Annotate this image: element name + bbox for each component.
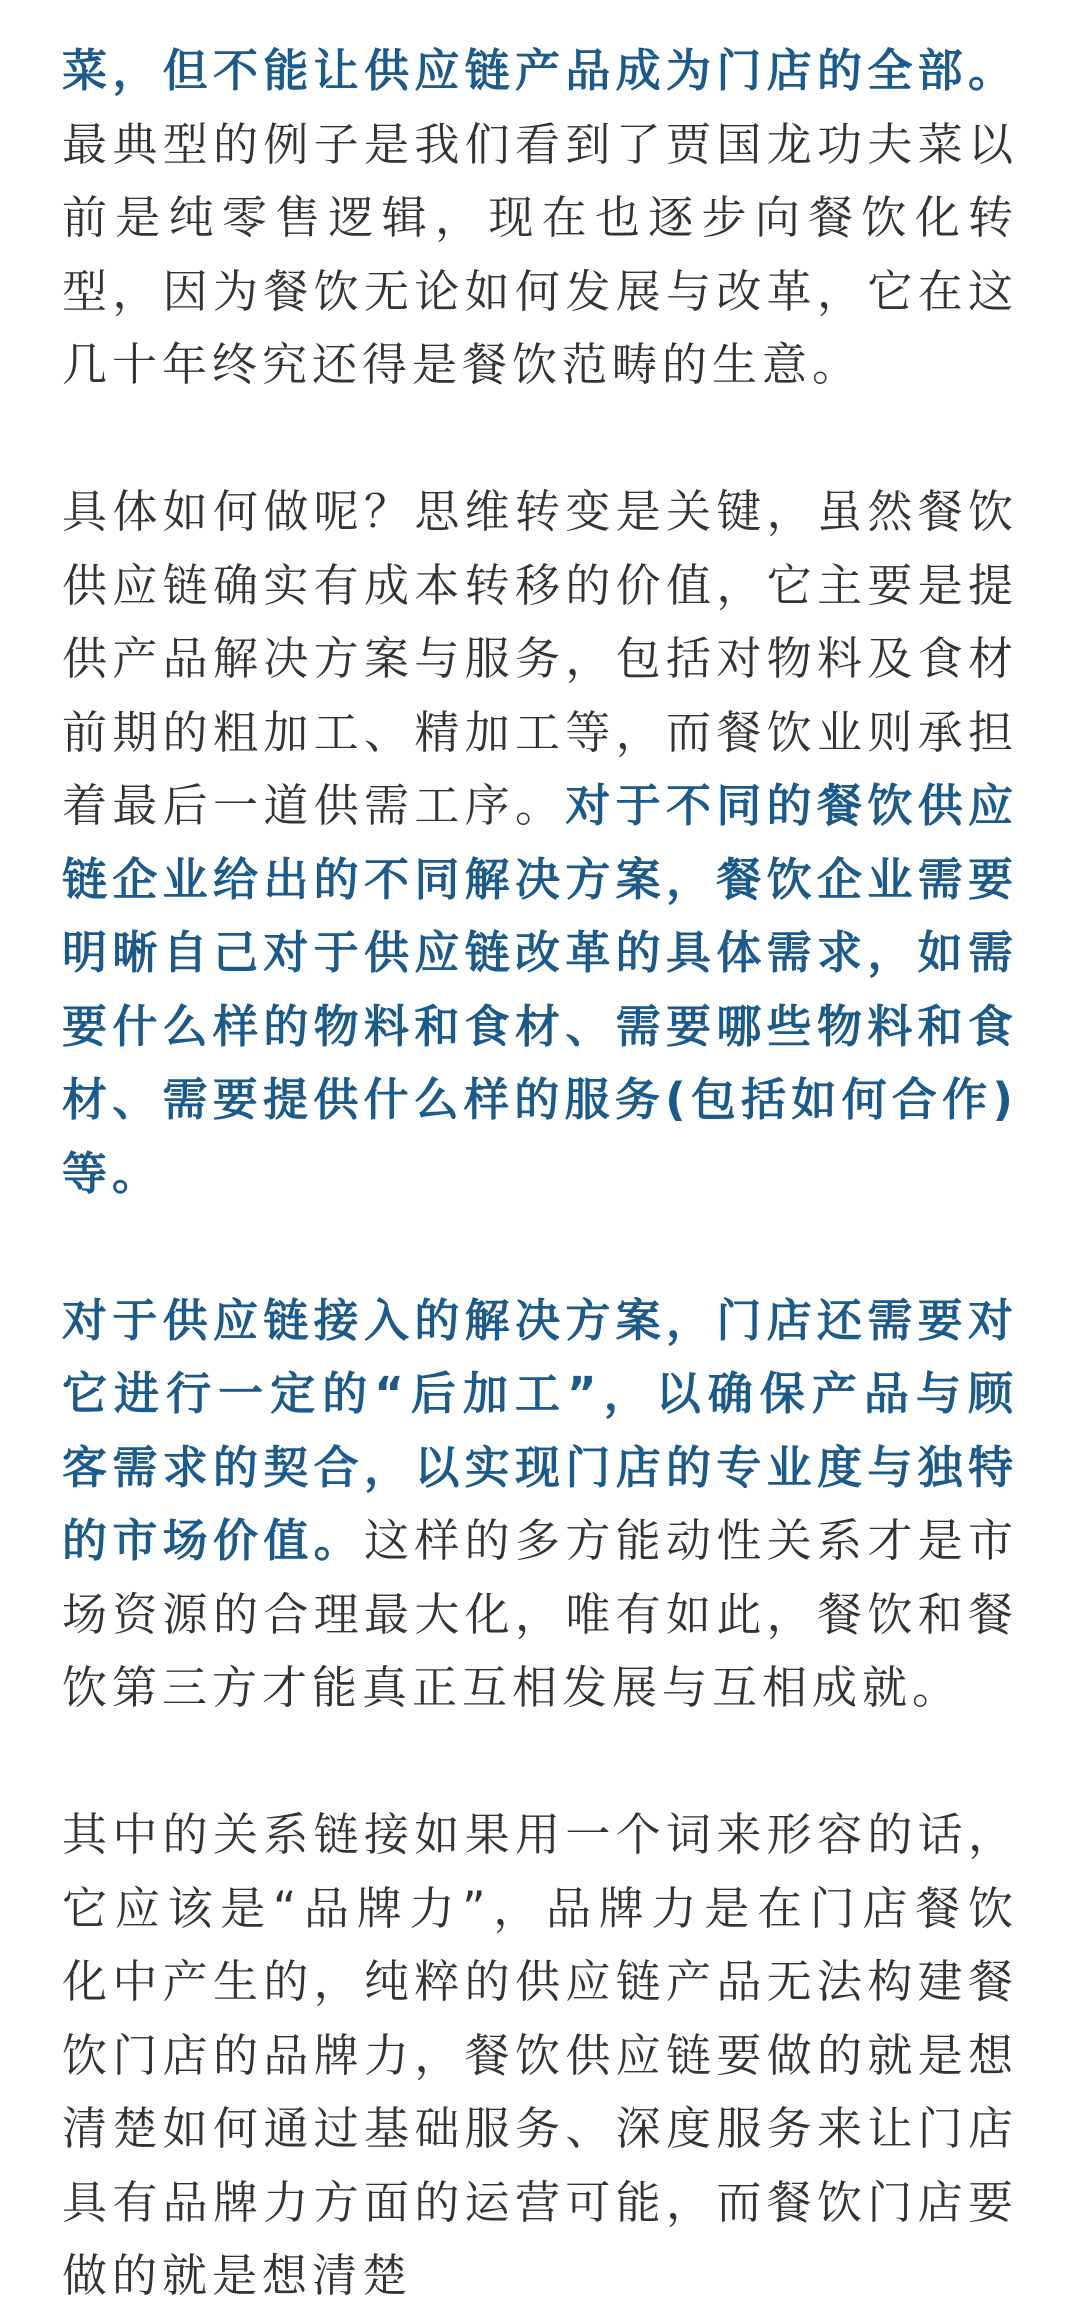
body-text: 具体如何做呢？思维转变是关键，虽然餐饮供应链确实有成本转移的价值，它主要是提供产品解决方案与服务，包括对物料及食材前期的粗加工、精加工等，而餐饮业则承担着最后一道供需工序。 (62, 485, 1018, 832)
article-body (62, 34, 1018, 2313)
highlight-text: 对于不同的餐饮供应链企业给出的不同解决方案，餐饮企业需要明晰自己对于供应链改革的具体需求，如需要什么样的物料和食材、需要哪些物料和食材、需要提供什么样的服务(包括如何合作)等。 (62, 779, 1018, 1200)
highlight-text: 菜，但不能让供应链产品成为门店的全部。 (62, 44, 1018, 97)
highlight-text: 对于供应链接入的解决方案，门店还需要对它进行一定的“后加工”，以确保产品与顾客需求的契合，以实现门店的专业度与独特的市场价值。 (62, 1293, 1018, 1567)
body-text: 最典型的例子是我们看到了贾国龙功夫菜以前是纯零售逻辑，现在也逐步向餐饮化转型，因为餐饮无论如何发展与改革，它在这几十年终究还得是餐饮范畴的生意。 (62, 117, 1018, 391)
paragraph-4 (62, 1798, 1018, 2313)
body-text: 其中的关系链接如果用一个词来形容的话，它应该是“品牌力”，品牌力是在门店餐饮化中产生的，纯粹的供应链产品无法构建餐饮门店的品牌力，餐饮供应链要做的就是想清楚如何通过基础服务、深度服务来让门店具有品牌力方面的运营可能，而餐饮门店要做的就是想清楚 (62, 1808, 1018, 2302)
body-text: 这样的多方能动性关系才是市场资源的合理最大化，唯有如此，餐饮和餐饮第三方才能真正互相发展与互相成就。 (62, 1514, 1018, 1714)
paragraph-1 (62, 34, 1018, 402)
paragraph-2 (62, 475, 1018, 1210)
paragraph-3 (62, 1284, 1018, 1725)
